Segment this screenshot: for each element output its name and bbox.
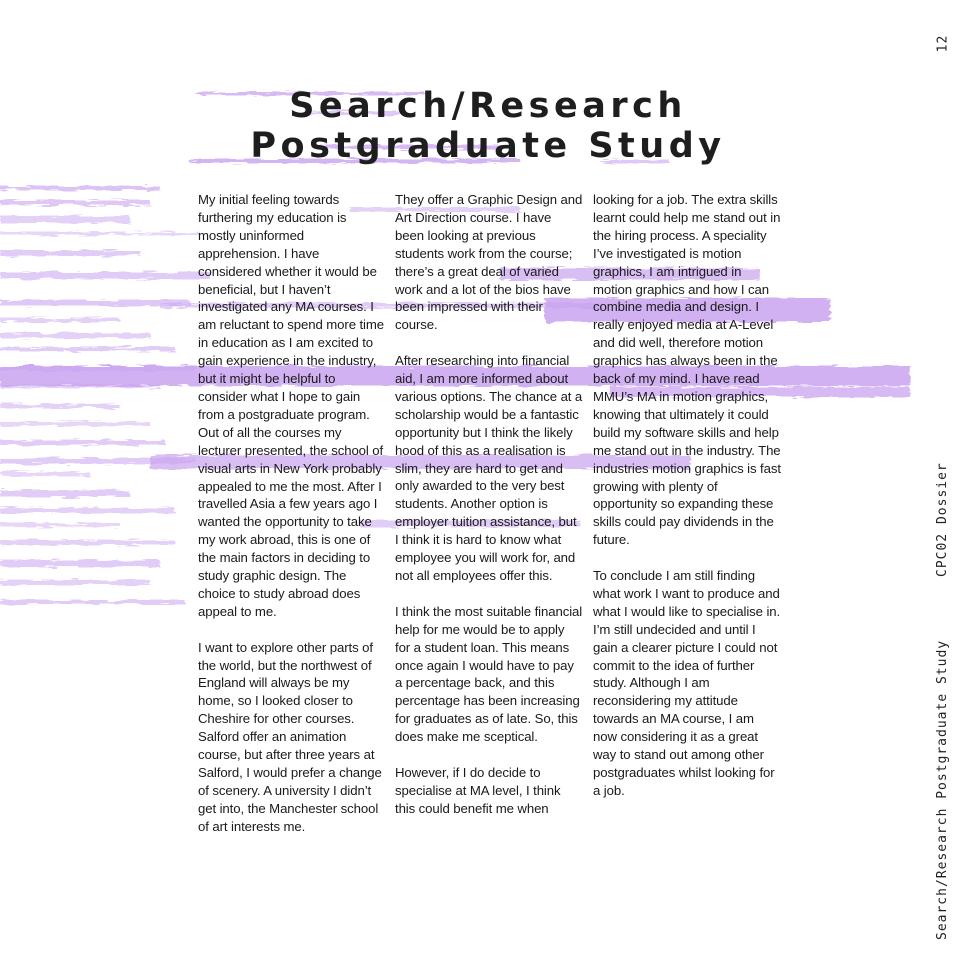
page-title-line1: Search/Research [289,86,687,126]
paragraph: After researching into financial aid, I am more informed about various options. The chance at a scholarship would be a fantastic opportunity but I think the likely hood of this as a realisation is slim, they are hard to get and only awarded to the very best students. Another option is employer tuition assistance, but I think it is hard to know what employee you will work for, and not all employees offer this. [395,353,583,584]
page-title-line2: Postgraduate Study [250,126,726,166]
text-column-2 [395,191,583,836]
side-label-section: Search/Research Postgraduate Study [935,639,950,940]
page-title [200,86,776,166]
paragraph: To conclude I am still finding what work I want to produce and what I would like to specialise in. I’m still undecided and until I gain a clearer picture I could not commit to the idea of further study. Although I am reconsidering my attitude towards an MA course, I am now considering it as a great way to stand out among other postgraduates whilst looking for a job. [593,568,781,798]
page-number: 12 [935,34,951,53]
paragraph: My initial feeling towards furthering my education is mostly uninformed apprehension. I have considered whether it would be beneficial, but I haven’t investigated any MA courses. I am reluctant to spend more time in education as I am excited to gain experience in the industry, but it might be helpful to consider what I hope to gain from a postgraduate program. Out of all the courses my lecturer presented, the school of visual arts in New York probably appealed to me the most. After I travelled Asia a few years ago I wanted the opportunity to take my work abroad, this is one of the main factors in deciding to study graphic design. The choice to study abroad does appeal to me. [198,192,385,619]
text-column-1 [198,191,386,854]
side-label-dossier: CPC02 Dossier [935,462,950,577]
paragraph: looking for a job. The extra skills learnt could help me stand out in the hiring process. A speciality I’ve investigated is motion graphics, I am intrigued in motion graphics and how I can combine media and design. I really enjoyed media at A-Level and did well, therefore motion graphics has always been in the back of my mind. I have read MMU’s MA in motion graphics, knowing that ultimately it could build my software skills and help me stand out in the industry. The industries motion graphics is fast growing with plenty of opportunity so expanding these skills could pay dividends in the future. [593,192,781,548]
paragraph: However, if I do decide to specialise at MA level, I think this could benefit me when [395,764,561,816]
paragraph: I want to explore other parts of the world, but the northwest of England will always be my home, so I looked closer to Cheshire for other courses. Salford offer an animation course, but after three years at Salford, I would prefer a change of scenery. A university I didn’t get into, the Manchester school of art interests me. [198,639,382,834]
text-column-3 [593,191,781,818]
paragraph: They offer a Graphic Design and Art Direction course. I have been looking at previous students work from the course; there’s a great deal of varied work and a lot of the bios have been impressed with their course. [395,192,583,333]
paragraph: I think the most suitable financial help for me would be to apply for a student loan. This means once again I would have to pay a percentage back, and this percentage has been increasing for graduates as of late. So, this does make me sceptical. [395,603,583,745]
